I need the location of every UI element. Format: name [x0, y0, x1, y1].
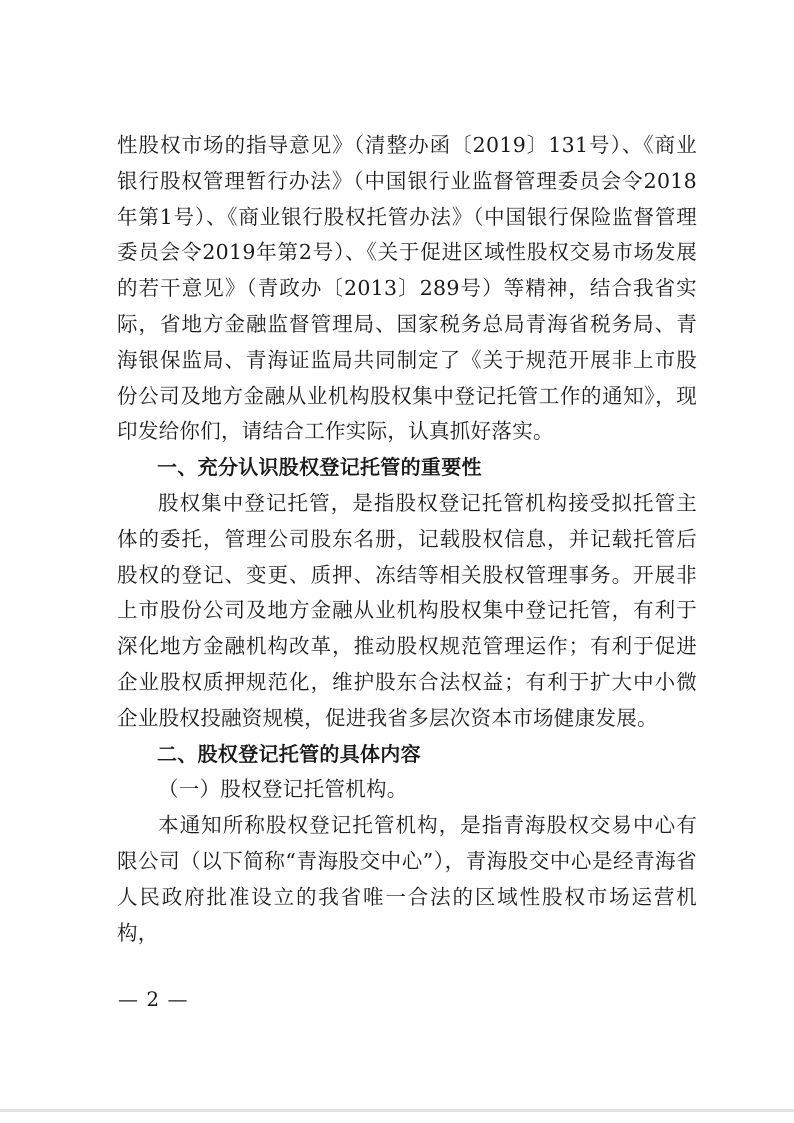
section-1-heading: 一、充分认识股权登记托管的重要性 [157, 455, 482, 480]
page-bottom-edge [0, 1109, 794, 1112]
section-2-heading: 二、股权登记托管的具体内容 [157, 741, 421, 766]
page-number: — 2 — [118, 987, 189, 1011]
section-2-subheading: （一）股权登记托管机构。 [158, 777, 408, 802]
section-1-body: 股权集中登记托管，是指股权登记托管机构接受拟托管主体的委托，管理公司股东名册，记载股权信息，并记载托管后股权的登记、变更、质押、冻结等相关股权管理事务。开展非上市股份公司及地方金融从业机构股权集中登记托管，有利于深化地方金融机构改革，推动股权规范管理运作；有利于促进企业股权质押规范化，维护股东合法权益；有利于扩大中小微企业股权投融资规模，促进我省多层次资本市场健康发展。 [117, 490, 697, 730]
intro-paragraph: 性股权市场的指导意见》（清整办函〔2019〕131号）、《商业银行股权管理暂行办法》（中国银行业监督管理委员会令2018年第1号）、《商业银行股权托管办法》（中国银行保险监督管理委员会令2019年第2号）、《关于促进区域性股权交易市场发展的若干意见》（青政办〔2013〕289号）等精神，结合我省实际，省地方金融监督管理局、国家税务总局青海省税务局、青海银保监局、青海证监局共同制定了《关于规范开展非上市股份公司及地方金融从业机构股权集中登记托管工作的通知》，现印发给你们，请结合工作实际，认真抓好落实。 [117, 133, 697, 444]
document-body [117, 128, 697, 951]
section-2-body: 本通知所称股权登记托管机构，是指青海股权交易中心有限公司（以下简称“青海股交中心”），青海股交中心是经青海省人民政府批准设立的我省唯一合法的区域性股权市场运营机构， [117, 813, 697, 945]
